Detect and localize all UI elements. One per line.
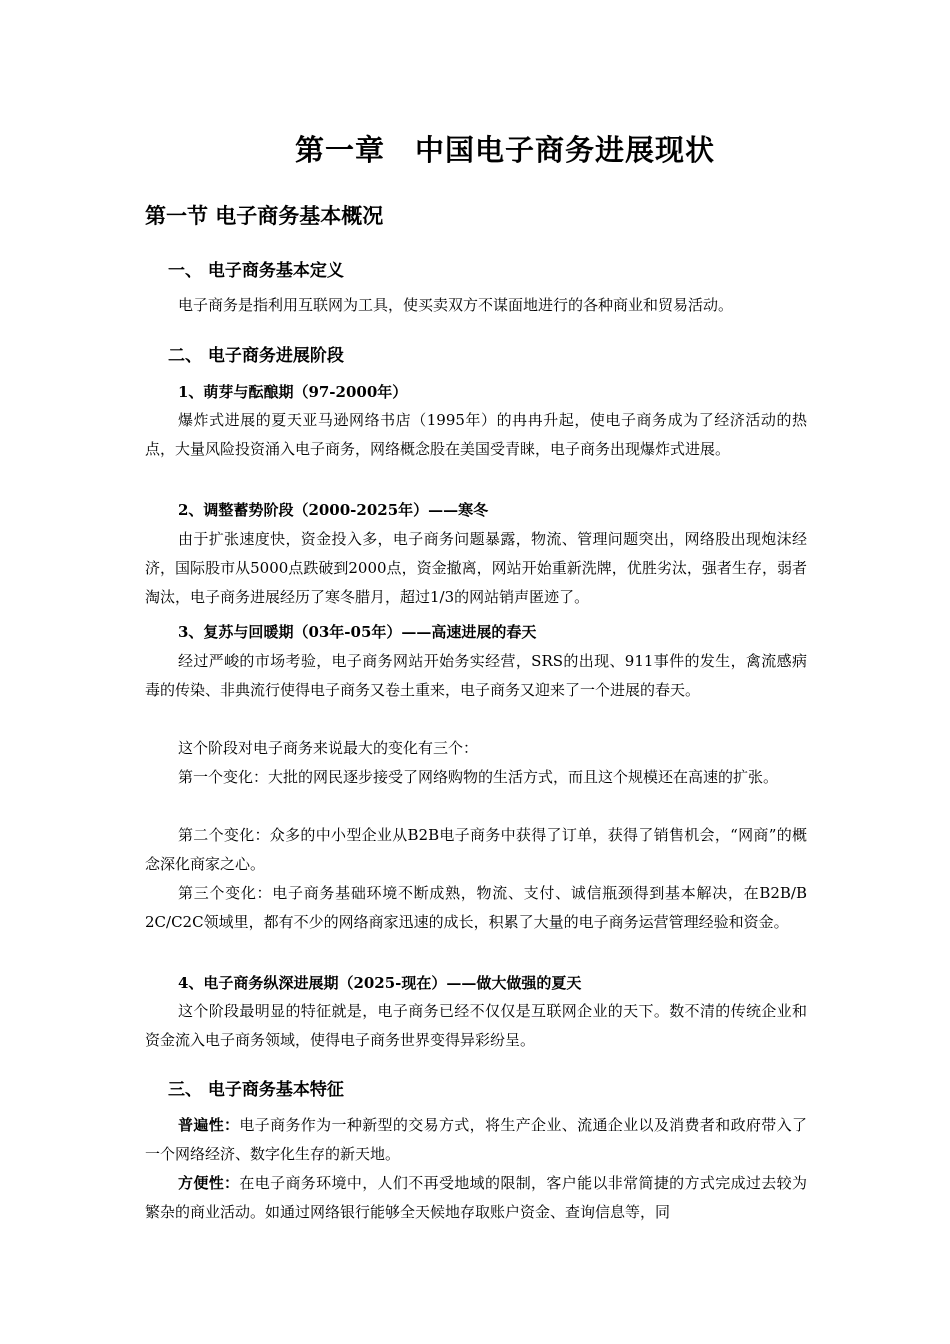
- subsection-heading-stages: 二、 电子商务进展阶段: [168, 346, 344, 366]
- stage3-changes-intro: 这个阶段对电子商务来说最大的变化有三个：: [178, 739, 479, 757]
- feature-convenience-lead: 方便性：: [178, 1174, 240, 1192]
- stage3-change2: 第二个变化：众多的中小型企业从B2B电子商务中获得了订单，获得了销售机会，“网商”的概念深化商家之心。: [145, 826, 807, 873]
- stage4-paragraph: 这个阶段最明显的特征就是，电子商务已经不仅仅是互联网企业的天下。数不清的传统企业和资金流入电子商务领域，使得电子商务世界变得异彩纷呈。: [145, 1002, 807, 1049]
- definition-paragraph: 电子商务是指利用互联网为工具，使买卖双方不谋面地进行的各种商业和贸易活动。: [178, 296, 734, 314]
- feature-convenience-text: 在电子商务环境中，人们不再受地域的限制，客户能以非常简捷的方式完成过去较为繁杂的商业活动。如通过网络银行能够全天候地存取账户资金、查询信息等，同: [145, 1174, 807, 1221]
- feature-universality-lead: 普遍性：: [178, 1116, 240, 1134]
- stage1-title: 1、萌芽与酝酿期（97-2000年）: [178, 383, 408, 401]
- feature-convenience: [145, 1169, 807, 1227]
- stage3-title: 3、复苏与回暖期（03年-05年）——高速进展的春天: [178, 623, 537, 641]
- stage2-title: 2、调整蓄势阶段（2000-2025年）——寒冬: [178, 501, 489, 519]
- feature-universality-text: 电子商务作为一种新型的交易方式，将生产企业、流通企业以及消费者和政府带入了一个网络经济、数字化生存的新天地。: [145, 1116, 807, 1163]
- subsection-heading-definition: 一、 电子商务基本定义: [168, 261, 344, 281]
- section-title: 第一节 电子商务基本概况: [145, 203, 384, 228]
- stage3-change1: 第一个变化：大批的网民逐步接受了网络购物的生活方式，而且这个规模还在高速的扩张。: [178, 768, 779, 786]
- subsection-heading-features: 三、 电子商务基本特征: [168, 1080, 344, 1100]
- stage3-change3: 第三个变化：电子商务基础环境不断成熟，物流、支付、诚信瓶颈得到基本解决，在B2B/B 2C/C2C领域里，都有不少的网络商家迅速的成长，积累了大量的电子商务运营管理经验和资金。: [145, 884, 807, 931]
- feature-universality: [145, 1111, 807, 1169]
- stage1-paragraph: 爆炸式进展的夏天亚马逊网络书店（1995年）的冉冉升起，使电子商务成为了经济活动的热点，大量风险投资涌入电子商务，网络概念股在美国受青睐，电子商务出现爆炸式进展。: [145, 411, 807, 458]
- stage2-paragraph: 由于扩张速度快，资金投入多，电子商务问题暴露，物流、管理问题突出，网络股出现炮沫经济，国际股市从5000点跌破到2000点，资金撤离，网站开始重新洗牌，优胜劣汰，强者生存，弱者淘汰，电子商务进展经历了寒冬腊月，超过1/3的网站销声匿迹了。: [145, 530, 807, 606]
- stage3-paragraph: 经过严峻的市场考验，电子商务网站开始务实经营，SRS的出现、911事件的发生，禽流感病毒的传染、非典流行使得电子商务又卷土重来，电子商务又迎来了一个进展的春天。: [145, 652, 807, 699]
- chapter-title: 第一章 中国电子商务进展现状: [294, 133, 715, 167]
- stage4-title: 4、电子商务纵深进展期（2025-现在）——做大做强的夏天: [178, 974, 582, 992]
